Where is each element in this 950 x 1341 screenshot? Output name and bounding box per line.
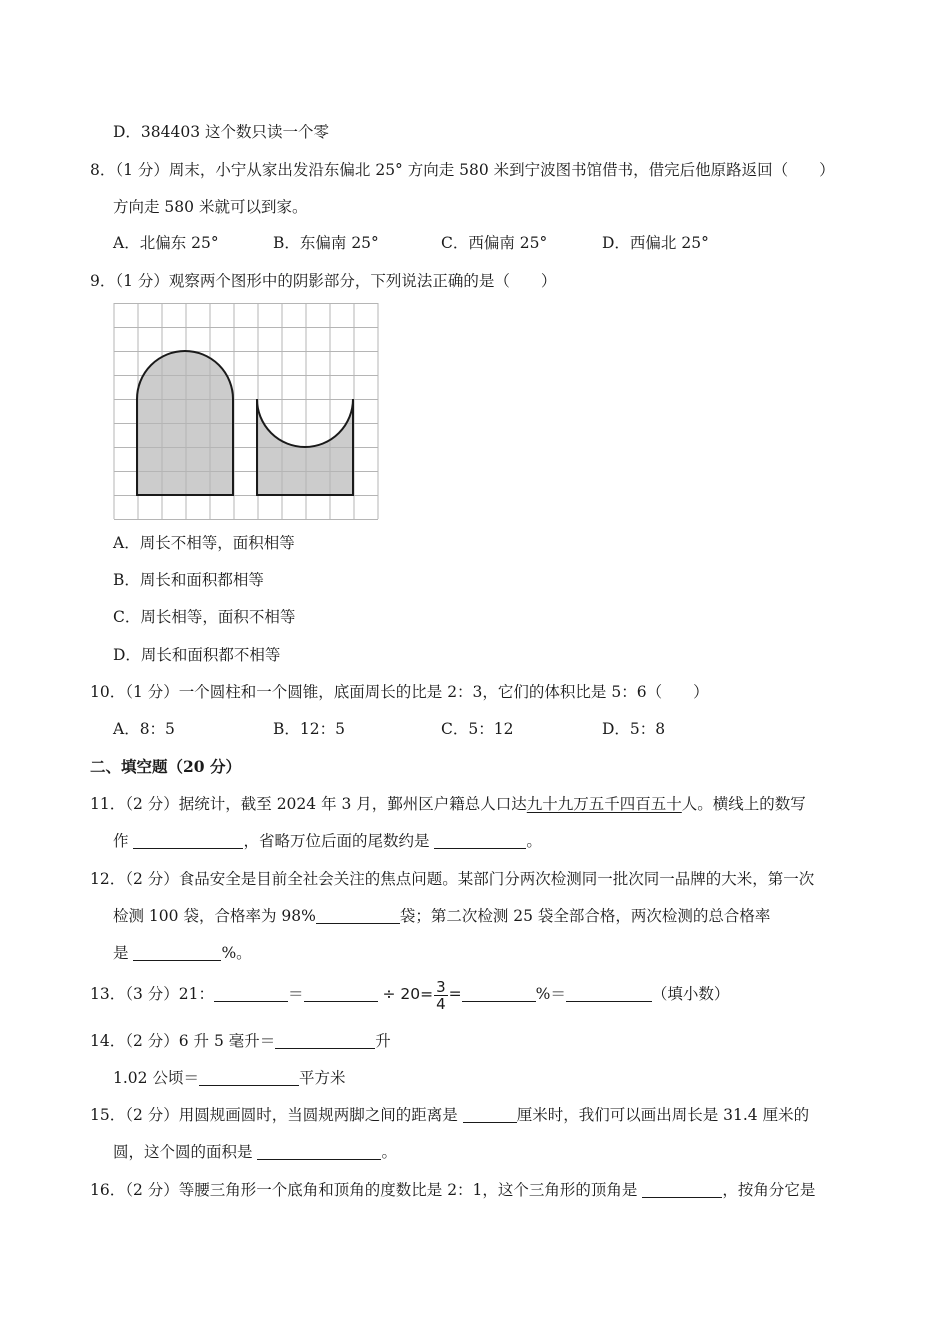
q13-eq-2: = — [448, 985, 462, 1003]
q13-fraction — [434, 979, 448, 1012]
q11-text-b: 人。横线上的数写 — [681, 795, 806, 813]
q10-option-c: C．5：12 — [441, 720, 514, 738]
q11-text-e: 。 — [526, 832, 542, 850]
q12-text-d: %。 — [221, 944, 252, 962]
q8-option-b: B．东偏南 25° — [273, 234, 379, 252]
q13-answer-blank-3[interactable] — [462, 985, 536, 1002]
q14-line1 — [90, 1031, 391, 1051]
q16-answer-blank-1[interactable] — [642, 1181, 722, 1198]
q13-fraction-denominator: 4 — [436, 994, 446, 1013]
q12-line1: 12．（2 分）食品安全是目前全社会关注的焦点问题。某部门分两次检测同一批次同一品牌的大米，第一次 — [90, 870, 815, 888]
q11-answer-blank-1[interactable] — [133, 832, 243, 849]
q16-text-b: ，按角分它是 — [722, 1181, 816, 1199]
q8-option-d: D．西偏北 25° — [602, 234, 709, 252]
q14-answer-blank-2[interactable] — [199, 1069, 299, 1086]
q15-line2 — [113, 1142, 397, 1162]
q13-answer-blank-1[interactable] — [214, 985, 288, 1002]
q14-line2 — [113, 1068, 345, 1088]
q8-option-a: A．北偏东 25° — [113, 234, 219, 252]
q13-divide-20: ÷ 20= — [382, 985, 434, 1003]
q11-underlined-number: 九十九万五千四百五十 — [526, 795, 682, 813]
q11-text-a: 11．（2 分）据统计，截至 2024 年 3 月，鄞州区户籍总人口达 — [90, 795, 527, 813]
q14-text-d: 平方米 — [298, 1069, 346, 1087]
q15-text-a: 15．（2 分）用圆规画圆时，当圆规两脚之间的距离是 — [90, 1106, 458, 1124]
q13-answer-blank-4[interactable] — [566, 985, 652, 1002]
q13-line — [90, 977, 729, 1012]
q9-option-b: B．周长和面积都相等 — [113, 571, 264, 589]
q15-text-b: 厘米时，我们可以画出周长是 31.4 厘米的 — [516, 1106, 810, 1124]
q10-option-b: B．12：5 — [273, 720, 345, 738]
q11-line1 — [90, 794, 806, 814]
q15-line1 — [90, 1105, 809, 1125]
q13-answer-blank-2[interactable] — [304, 985, 378, 1002]
q13-percent: %＝ — [535, 985, 566, 1003]
q14-text-c: 1.02 公顷＝ — [113, 1069, 199, 1087]
q15-text-d: 。 — [381, 1143, 397, 1161]
q12-line3 — [113, 943, 252, 963]
q16-text-a: 16．（2 分）等腰三角形一个底角和顶角的度数比是 2：1，这个三角形的顶角是 — [90, 1181, 638, 1199]
q10-option-d: D．5：8 — [602, 720, 666, 738]
q13-fraction-numerator: 3 — [436, 977, 446, 996]
q9-option-c: C．周长相等，面积不相等 — [113, 608, 296, 626]
q11-text-d: ，省略万位后面的尾数约是 — [243, 832, 430, 850]
q15-text-c: 圆，这个圆的面积是 — [113, 1143, 253, 1161]
q13-suffix: （填小数） — [651, 985, 730, 1003]
q9-option-d: D．周长和面积都不相等 — [113, 646, 281, 664]
q11-text-c: 作 — [113, 832, 129, 850]
q11-line2 — [113, 831, 542, 851]
section-title-fill-in: 二、填空题（20 分） — [90, 757, 241, 776]
q9-shaded-figures — [113, 303, 379, 521]
q12-text-a: 检测 100 袋，合格率为 98% — [113, 907, 316, 925]
q14-answer-blank-1[interactable] — [275, 1032, 375, 1049]
q9-stem: 9．（1 分）观察两个图形中的阴影部分，下列说法正确的是（ ） — [90, 272, 557, 290]
q13-eq-1: ＝ — [288, 985, 304, 1003]
q12-text-b: 袋；第二次检测 25 袋全部合格，两次检测的总合格率 — [399, 907, 771, 925]
q15-answer-blank-2[interactable] — [257, 1143, 381, 1160]
q12-answer-blank-1[interactable] — [316, 907, 400, 924]
q13-prefix: 13．（3 分）21： — [90, 985, 214, 1003]
q16-line1 — [90, 1180, 815, 1200]
q14-text-b: 升 — [375, 1032, 391, 1050]
q9-option-a: A．周长不相等，面积相等 — [113, 534, 295, 552]
q8-option-c: C．西偏南 25° — [441, 234, 548, 252]
q10-stem: 10．（1 分）一个圆柱和一个圆锥，底面周长的比是 2：3，它们的体积比是 5：6（ ） — [90, 683, 709, 701]
q7-option-d: D．384403 这个数只读一个零 — [113, 123, 330, 141]
q14-text-a: 14．（2 分）6 升 5 毫升＝ — [90, 1032, 276, 1050]
q10-option-a: A．8：5 — [113, 720, 175, 738]
q12-line2 — [113, 906, 770, 926]
q11-answer-blank-2[interactable] — [434, 832, 526, 849]
q8-stem-line1: 8．（1 分）周末，小宁从家出发沿东偏北 25° 方向走 580 米到宁波图书馆借书，借完后他原路返回（ ） — [90, 161, 835, 179]
q12-text-c: 是 — [113, 944, 129, 962]
q12-answer-blank-2[interactable] — [133, 944, 221, 961]
q8-stem-line2: 方向走 580 米就可以到家。 — [113, 198, 308, 216]
q15-answer-blank-1[interactable] — [463, 1106, 517, 1123]
